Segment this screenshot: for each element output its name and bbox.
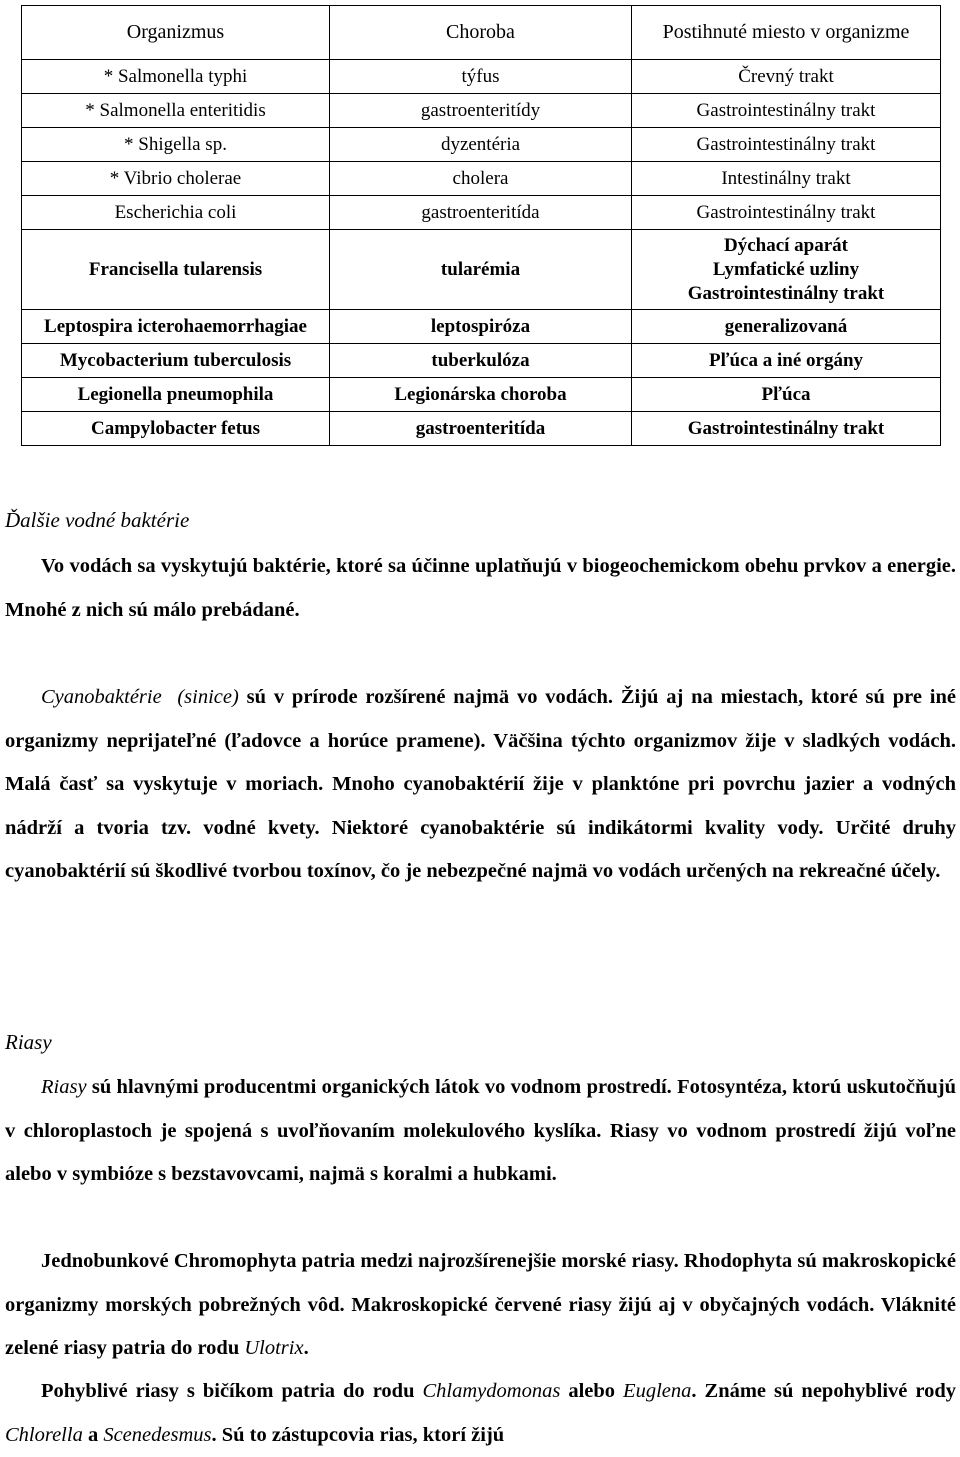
header-organism: Organizmus [22, 6, 330, 60]
table-row [22, 310, 941, 344]
paragraph-text: sú hlavnými producentmi organických látok vo vodnom prostredí. Fotosyntéza, ktorú uskutočňujú v chloroplastoch je spojená s uvoľňovaním molekulového kyslíka. Riasy vo vodnom prostredí žijú voľne alebo v symbióze s bezstavovcami, najmä s koralmi a hubkami. [5, 1076, 956, 1185]
paragraph-cyanobacteria [5, 676, 956, 894]
genus-name: Scenedesmus [103, 1423, 212, 1446]
site-line: Dýchací aparát [723, 234, 848, 256]
cell-organism: Mycobacterium tuberculosis [22, 344, 330, 378]
table-row [22, 162, 941, 196]
paragraph-text: . [303, 1337, 309, 1359]
cell-site: Pľúca a iné orgány [632, 344, 941, 378]
table-row [22, 94, 941, 128]
cell-disease: tuberkulóza [330, 344, 632, 378]
cell-disease: gastroenteritídy [330, 94, 632, 128]
cell-organism: * Shigella sp. [22, 128, 330, 162]
paragraph-text: . Známe sú nepohyblivé rody [691, 1380, 957, 1402]
cell-disease: cholera [330, 162, 632, 196]
paragraph-text: Vo vodách sa vyskytujú baktérie, ktoré sa účinne uplatňujú v biogeochemickom obehu prvkov a energie. Mnohé z nich sú málo prebádané. [5, 555, 956, 621]
paragraph-text: sú v prírode rozšírené najmä vo vodách. Žijú aj na miestach, ktoré sú pre iné organizmy neprijateľné (ľadovce a horúce pramene). Väčšina týchto organizmov žije v sladkých vodách. Malá časť sa vyskytuje v moriach. Mnoho cyanobaktérií žije v planktóne pri povrchu jazier a vodných nádrží a tvoria tzv. vodné kvety. Niektoré cyanobaktérie sú indikátormi kvality vody. Určité druhy cyanobaktérií sú škodlivé tvorbou toxínov, čo je nebezpečné najmä vo vodách určených na rekreačné účely. [5, 686, 956, 882]
term-algae: Riasy [41, 1076, 87, 1098]
site-line: Gastrointestinálny trakt [687, 282, 885, 304]
genus-name: Chlorella [5, 1423, 83, 1446]
header-disease: Choroba [330, 6, 632, 60]
cell-organism: Leptospira icterohaemorrhagiae [22, 310, 330, 344]
table-row [22, 196, 941, 230]
genus-name: Euglena [623, 1380, 692, 1402]
section-title-algae: Riasy [5, 1030, 52, 1054]
genus-name: Chlamydomonas [422, 1380, 561, 1402]
paragraph-text: a [82, 1423, 104, 1446]
table-row [22, 128, 941, 162]
table-header-row [22, 6, 941, 60]
cell-disease: Legionárska choroba [330, 378, 632, 412]
site-line: Lymfatické uzliny [712, 258, 860, 280]
table-row [22, 230, 941, 310]
cell-site: Gastrointestinálny trakt [632, 128, 941, 162]
cell-disease: dyzentéria [330, 128, 632, 162]
cell-disease: gastroenteritída [330, 412, 632, 446]
cell-disease: leptospiróza [330, 310, 632, 344]
cell-organism: Legionella pneumophila [22, 378, 330, 412]
table-row [22, 344, 941, 378]
cell-disease: týfus [330, 60, 632, 94]
cell-organism: Escherichia coli [22, 196, 330, 230]
cell-site: Intestinálny trakt [632, 162, 941, 196]
section-title-bacteria: Ďalšie vodné baktérie [5, 508, 190, 532]
term-cyanobacteria: Cyanobaktérie (sinice) [41, 686, 239, 708]
genus-name: Ulotrix [244, 1337, 304, 1359]
paragraph-text: Jednobunkové Chromophyta patria medzi najrozšírenejšie morské riasy. Rhodophyta sú makroskopické organizmy morských pobrežných vôd. Makroskopické červené riasy žijú aj v obyčajných vodách. Vláknité zelené riasy patria do rodu [5, 1250, 956, 1359]
cell-organism: * Vibrio cholerae [22, 162, 330, 196]
table-row [22, 412, 941, 446]
cell-site: Gastrointestinálny trakt [632, 196, 941, 230]
paragraph-text: . Sú to zástupcovia rias, ktorí žijú [211, 1423, 505, 1446]
cell-disease: gastroenteritída [330, 196, 632, 230]
paragraph-motile-algae [5, 1370, 956, 1457]
cell-disease: tularémia [330, 230, 632, 310]
table-row [22, 378, 941, 412]
table-row [22, 60, 941, 94]
cell-site: Pľúca [632, 378, 941, 412]
paragraph-algae-types [5, 1240, 956, 1371]
paragraph-text: Pohyblivé riasy s bičíkom patria do rodu [41, 1380, 423, 1402]
cell-site: Gastrointestinálny trakt [632, 94, 941, 128]
cell-organism: Campylobacter fetus [22, 412, 330, 446]
cell-site: generalizovaná [632, 310, 941, 344]
paragraph-text: alebo [560, 1380, 624, 1402]
cell-site: Črevný trakt [632, 60, 941, 94]
paragraph-algae-intro [5, 1066, 956, 1197]
cell-organism: * Salmonella enteritidis [22, 94, 330, 128]
cell-organism: Francisella tularensis [22, 230, 330, 310]
paragraph-bacteria-intro [5, 545, 956, 632]
header-site: Postihnuté miesto v organizme [632, 6, 941, 60]
cell-organism: * Salmonella typhi [22, 60, 330, 94]
cell-site [632, 230, 941, 310]
bacteria-table [21, 5, 941, 446]
cell-site: Gastrointestinálny trakt [632, 412, 941, 446]
